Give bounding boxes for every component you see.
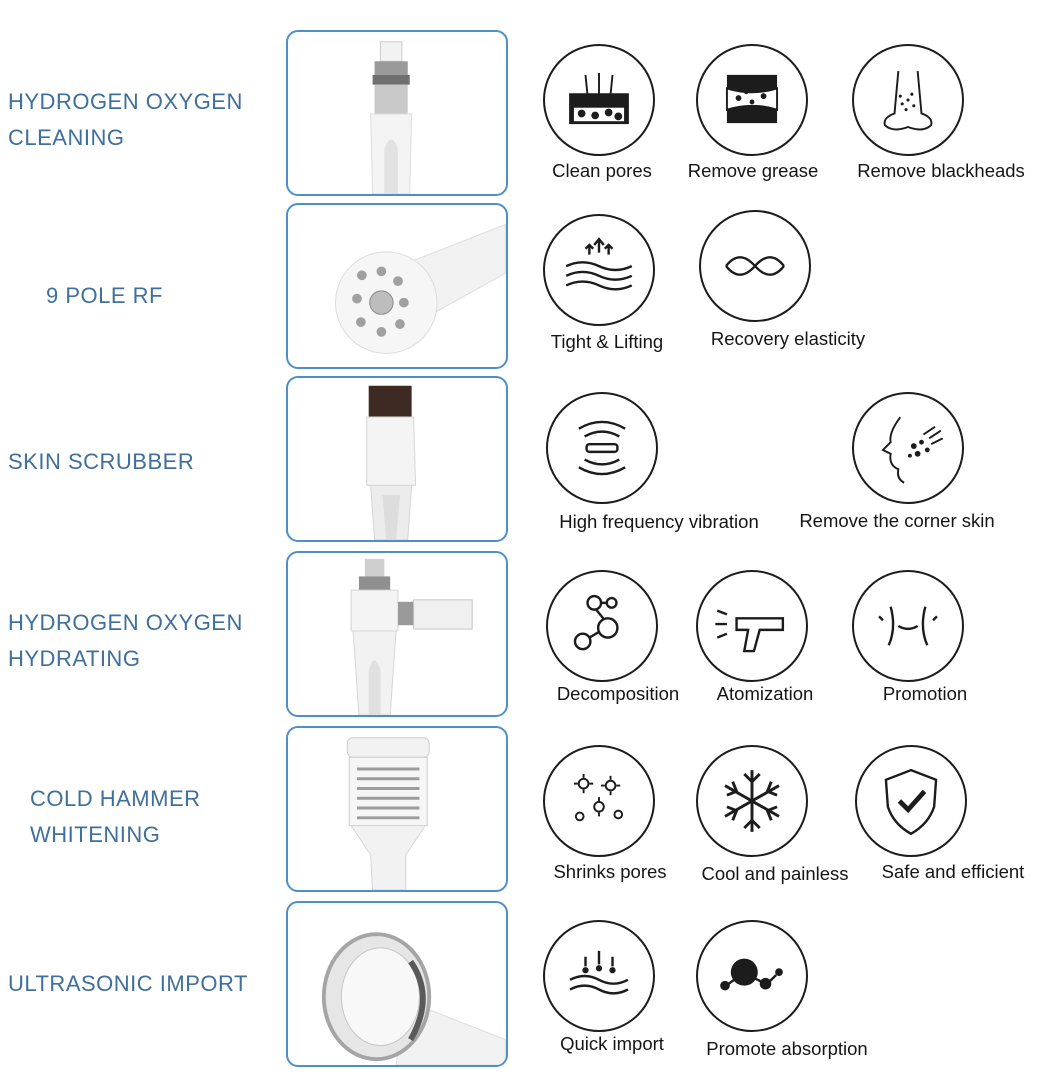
vibration-icon [546, 392, 658, 504]
benefit-label-promotion: Promotion [882, 683, 968, 704]
benefit-label-clean-pores: Clean pores [552, 160, 652, 181]
row-title-ultrasonic-import: ULTRASONIC IMPORT [8, 971, 248, 996]
row-title-skin-scrubber: SKIN SCRUBBER [8, 449, 195, 474]
neck-promotion-icon [852, 570, 964, 682]
face-exfoliation-icon [852, 392, 964, 504]
nose-blackheads-icon [852, 44, 964, 156]
shield-check-icon [855, 745, 967, 857]
benefit-label-tight-lifting: Tight & Lifting [550, 331, 664, 352]
skin-lift-icon [543, 214, 655, 326]
benefit-label-remove-grease: Remove grease [687, 160, 819, 181]
grease-layer-icon [696, 44, 808, 156]
handpiece-cleaning-image [286, 30, 508, 196]
shrink-pores-icon [543, 745, 655, 857]
benefit-label-safe-efficient: Safe and efficient [881, 861, 1025, 882]
row-title-cold-hammer-whitening: COLD HAMMER WHITENING [30, 786, 201, 847]
handpiece-scrubber-image [286, 376, 508, 542]
snowflake-icon [696, 745, 808, 857]
elasticity-wave-icon [699, 210, 811, 322]
benefit-label-quick-import: Quick import [560, 1033, 664, 1054]
row-title-9-pole-rf: 9 POLE RF [46, 283, 163, 308]
spray-gun-icon [696, 570, 808, 682]
handpiece-9-pole-rf-image [286, 203, 508, 369]
benefit-label-remove-blackheads: Remove blackheads [857, 160, 1025, 181]
handpiece-cold-hammer-image [286, 726, 508, 892]
skin-pores-icon [543, 44, 655, 156]
benefit-label-cool-painless: Cool and painless [701, 863, 849, 884]
import-drops-icon [543, 920, 655, 1032]
molecule-icon [546, 570, 658, 682]
handpiece-ultrasonic-image [286, 901, 508, 1067]
benefit-label-high-frequency-vibration: High frequency vibration [559, 511, 759, 532]
benefit-label-atomization: Atomization [716, 683, 814, 704]
absorption-molecule-icon [696, 920, 808, 1032]
row-title-hydrogen-oxygen-hydrating: HYDROGEN OXYGEN HYDRATING [8, 610, 243, 671]
benefit-label-remove-corner-skin: Remove the corner skin [799, 510, 995, 531]
row-title-hydrogen-oxygen-cleaning: HYDROGEN OXYGEN CLEANING [8, 89, 243, 150]
benefit-label-promote-absorption: Promote absorption [706, 1038, 868, 1059]
benefit-label-recovery-elasticity: Recovery elasticity [710, 328, 866, 349]
benefit-label-shrinks-pores: Shrinks pores [553, 861, 667, 882]
handpiece-hydrating-image [286, 551, 508, 717]
benefit-label-decomposition: Decomposition [556, 683, 680, 704]
